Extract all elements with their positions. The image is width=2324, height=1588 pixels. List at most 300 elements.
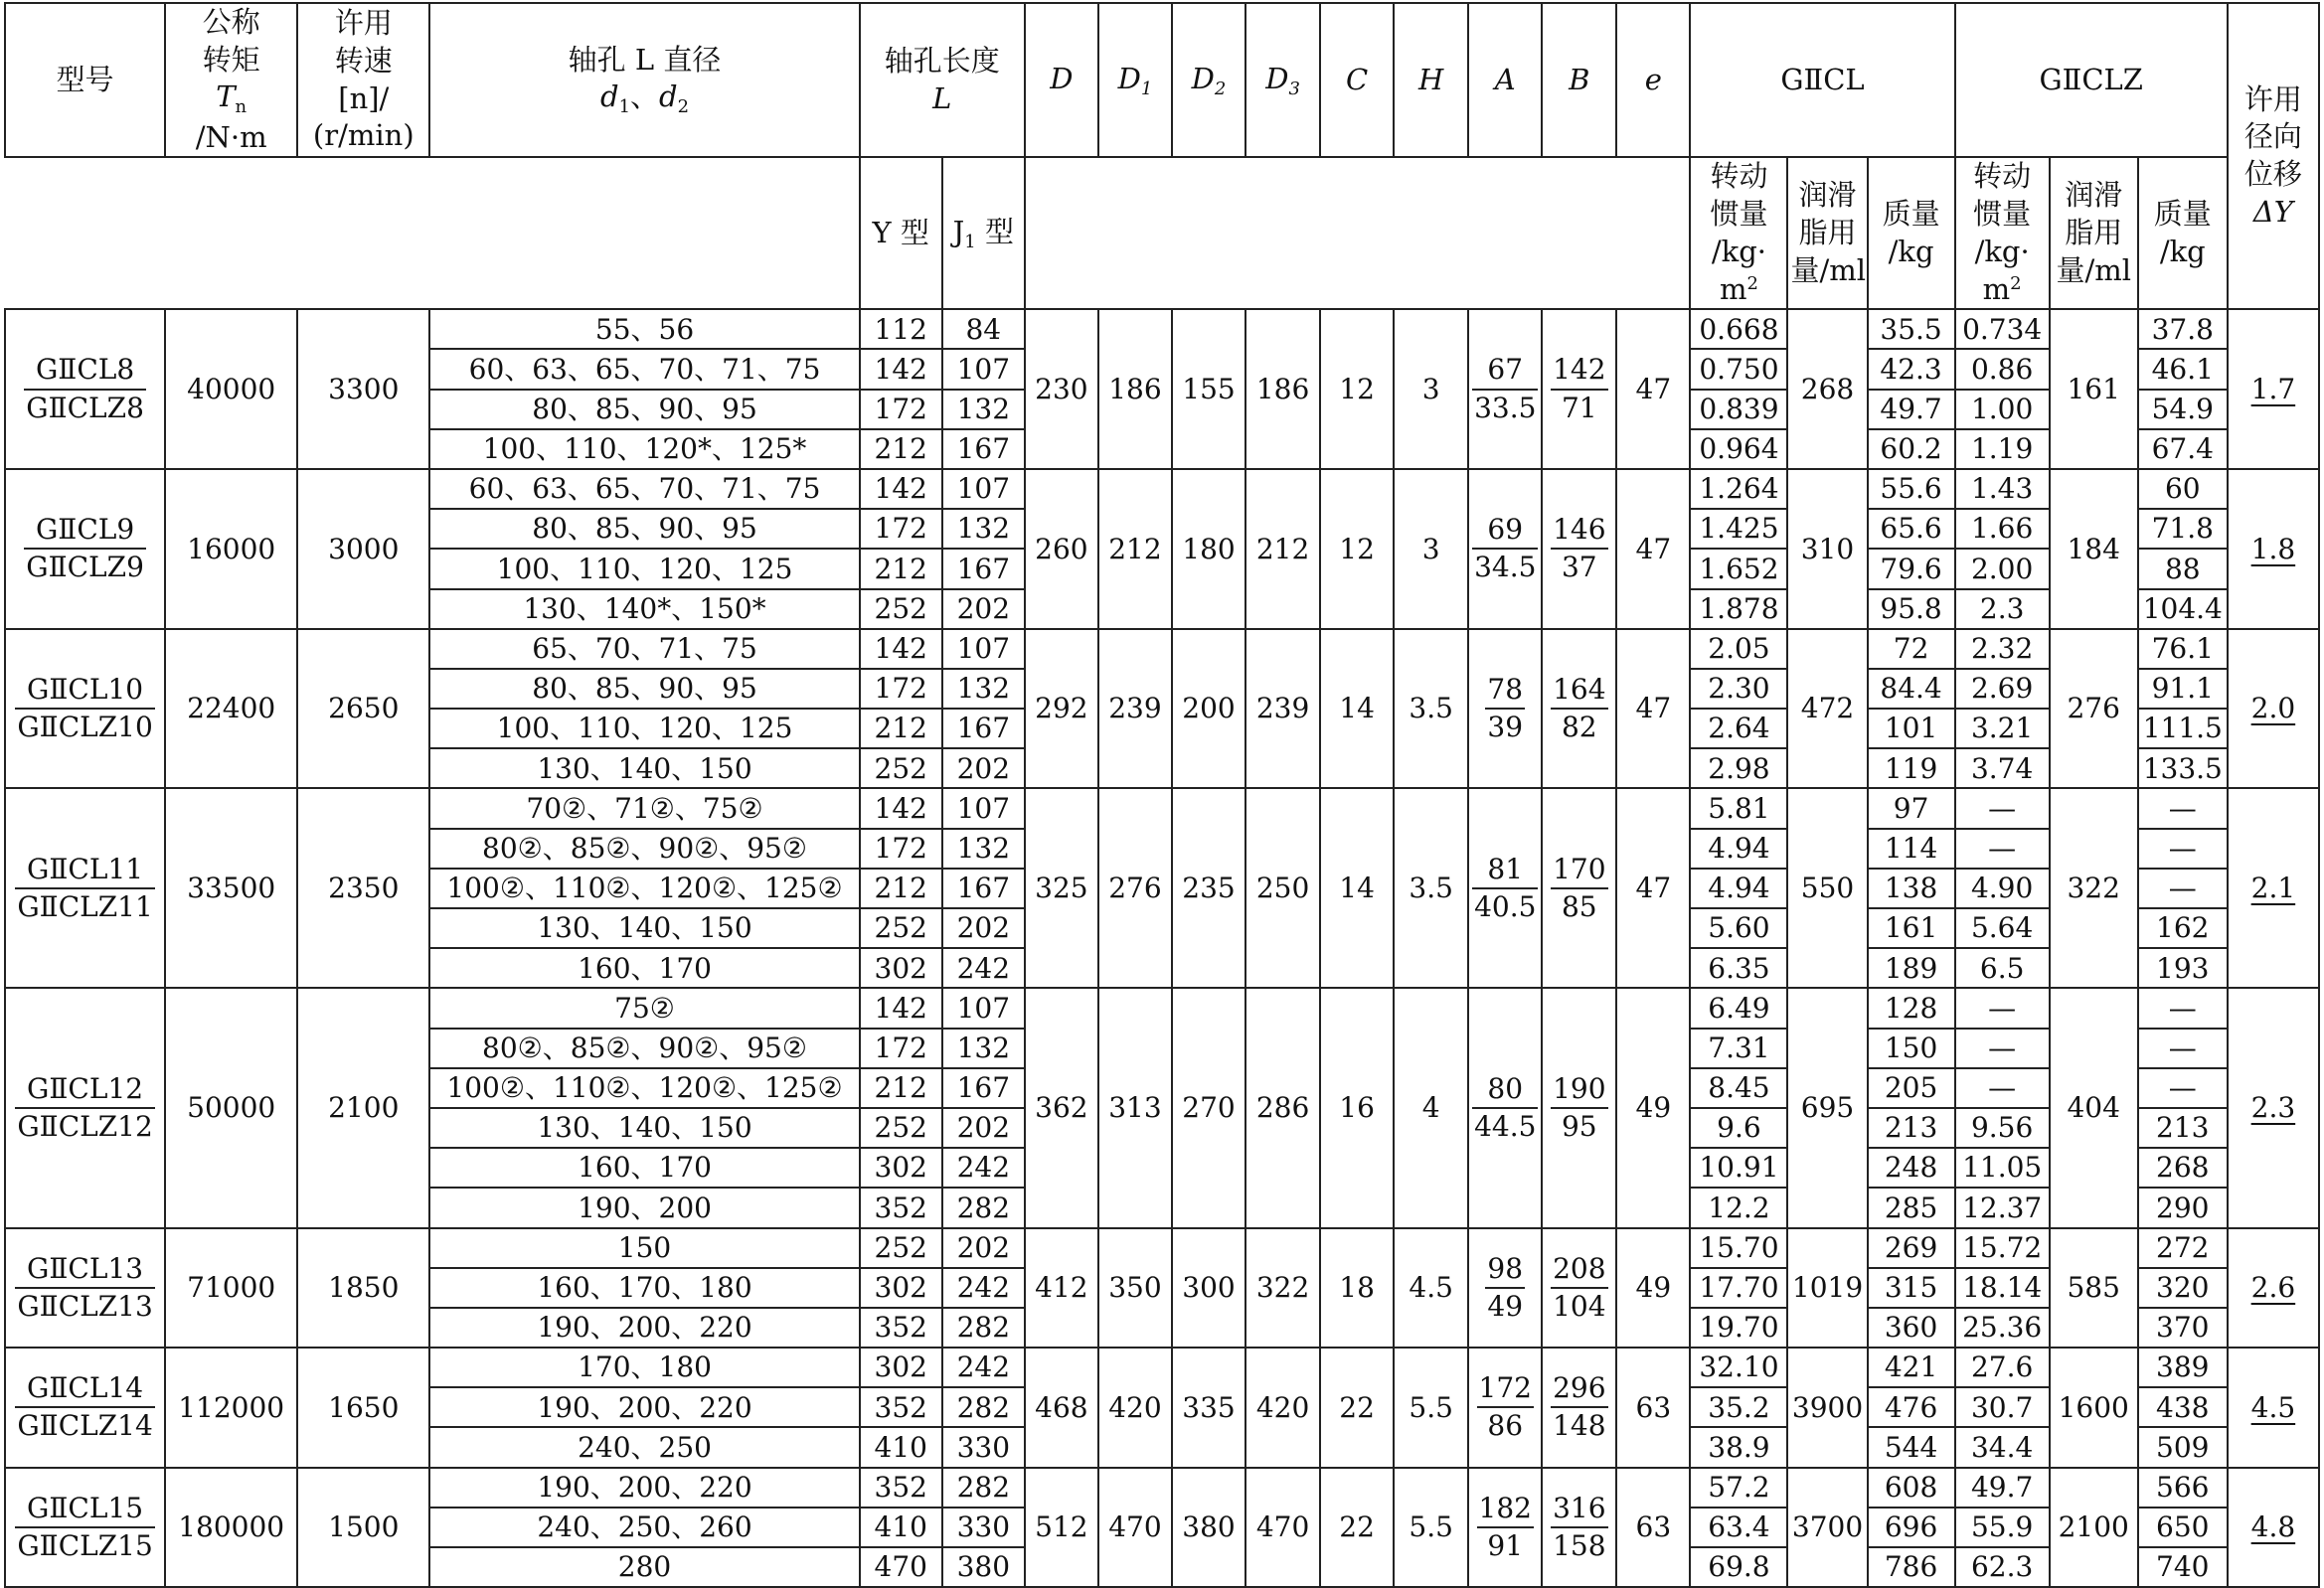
clz-mass-cell: — bbox=[2138, 829, 2228, 869]
dim-cell-A-fraction bbox=[1477, 1493, 1534, 1562]
clz-mass-cell: 650 bbox=[2138, 1508, 2228, 1547]
j1-length-cell: 167 bbox=[942, 549, 1025, 588]
cl-inertia-header: 转动 惯量 /kg· $m^2$ bbox=[1690, 157, 1787, 309]
table-body bbox=[5, 309, 2319, 1587]
cl-mass-cell: 84.4 bbox=[1868, 669, 1955, 709]
cl-mass-cell: 421 bbox=[1868, 1348, 1955, 1387]
clz-inertia-cell: 11.05 bbox=[1955, 1148, 2050, 1188]
bore-diameter-cell: 55、56 bbox=[429, 309, 859, 349]
dim-cell-H: 5.5 bbox=[1394, 1348, 1468, 1468]
clz-mass-cell: 438 bbox=[2138, 1387, 2228, 1427]
dim-cell-B-fraction bbox=[1551, 674, 1607, 743]
cl-inertia-cell: 4.94 bbox=[1690, 869, 1787, 908]
bore-diameter-cell: 75② bbox=[429, 988, 859, 1028]
dim-cell-A-numerator: 69 bbox=[1472, 514, 1538, 550]
dim-cell-D1: 276 bbox=[1098, 788, 1172, 988]
dim-header-D2: $D_2$ bbox=[1172, 3, 1245, 157]
dim-cell-B-numerator: 316 bbox=[1551, 1493, 1607, 1528]
dim-cell-B-numerator: 170 bbox=[1551, 854, 1607, 889]
model-fraction bbox=[15, 854, 155, 923]
cl-mass-cell: 35.5 bbox=[1868, 309, 1955, 349]
cl-inertia-cell: 1.652 bbox=[1690, 549, 1787, 588]
clz-inertia-cell: 49.7 bbox=[1955, 1468, 2050, 1508]
model-cl-label: GⅡCL12 bbox=[15, 1073, 155, 1109]
dim-cell-B-denominator: 158 bbox=[1553, 1528, 1606, 1562]
dim-cell-A-fraction bbox=[1472, 354, 1538, 423]
speed-cell: 1850 bbox=[297, 1228, 429, 1349]
bore-diameter-cell: 170、180 bbox=[429, 1348, 859, 1387]
model-clz-label: GⅡCLZ9 bbox=[26, 551, 144, 584]
y-length-cell: 352 bbox=[860, 1387, 942, 1427]
clz-inertia-header: 转动 惯量 /kg· $m^2$ bbox=[1955, 157, 2050, 309]
j1-length-cell: 242 bbox=[942, 1268, 1025, 1308]
cl-mass-cell: 55.6 bbox=[1868, 469, 1955, 509]
dim-cell-A bbox=[1468, 629, 1542, 789]
y-type-header: Y 型 bbox=[860, 157, 942, 309]
y-length-cell: 142 bbox=[860, 469, 942, 509]
clz-grease-header: 润滑 脂用 量/ml bbox=[2050, 157, 2138, 309]
bore-diameter-cell: 80、85、90、95 bbox=[429, 509, 859, 549]
cl-inertia-cell: 1.878 bbox=[1690, 589, 1787, 629]
dim-cell-e: 47 bbox=[1616, 309, 1690, 469]
dim-cell-D1: 313 bbox=[1098, 988, 1172, 1227]
model-fraction bbox=[15, 1253, 155, 1323]
dim-cell-B bbox=[1542, 988, 1616, 1227]
torque-cell: 16000 bbox=[165, 469, 297, 629]
dim-cell-C: 12 bbox=[1320, 469, 1394, 629]
clz-grease-cell: 2100 bbox=[2050, 1468, 2138, 1588]
bore-diameter-cell: 240、250、260 bbox=[429, 1508, 859, 1547]
dim-cell-A-denominator: 39 bbox=[1487, 711, 1524, 744]
radial-offset-value: 4.5 bbox=[2250, 1390, 2296, 1424]
clz-inertia-cell: 9.56 bbox=[1955, 1108, 2050, 1148]
dim-cell-C: 12 bbox=[1320, 309, 1394, 469]
cl-inertia-cell: 7.31 bbox=[1690, 1029, 1787, 1068]
torque-cell: 50000 bbox=[165, 988, 297, 1227]
dim-cell-D1: 212 bbox=[1098, 469, 1172, 629]
clz-mass-cell: 37.8 bbox=[2138, 309, 2228, 349]
dim-header-A: A bbox=[1468, 3, 1542, 157]
bore-diameter-cell: 130、140、150 bbox=[429, 1108, 859, 1148]
clz-mass-cell: 320 bbox=[2138, 1268, 2228, 1308]
cl-mass-cell: 269 bbox=[1868, 1228, 1955, 1268]
cl-mass-cell: 128 bbox=[1868, 988, 1955, 1028]
clz-mass-cell: 566 bbox=[2138, 1468, 2228, 1508]
bore-diameter-cell: 130、140*、150* bbox=[429, 589, 859, 629]
dim-cell-D: 325 bbox=[1025, 788, 1098, 988]
cl-mass-cell: 248 bbox=[1868, 1148, 1955, 1188]
dim-cell-H: 4 bbox=[1394, 988, 1468, 1227]
model-cell bbox=[5, 469, 165, 629]
j1-length-cell: 107 bbox=[942, 988, 1025, 1028]
j1-length-cell: 167 bbox=[942, 429, 1025, 469]
torque-cell: 40000 bbox=[165, 309, 297, 469]
dim-cell-D3: 239 bbox=[1245, 629, 1320, 789]
speed-cell: 2650 bbox=[297, 629, 429, 789]
dim-cell-H: 3 bbox=[1394, 469, 1468, 629]
model-cell bbox=[5, 1348, 165, 1468]
torque-cell: 180000 bbox=[165, 1468, 297, 1588]
clz-inertia-cell: 3.74 bbox=[1955, 748, 2050, 788]
y-length-cell: 252 bbox=[860, 589, 942, 629]
dim-cell-B-denominator: 37 bbox=[1561, 551, 1597, 584]
cl-mass-cell: 205 bbox=[1868, 1068, 1955, 1108]
dim-cell-B bbox=[1542, 469, 1616, 629]
cl-inertia-cell: 15.70 bbox=[1690, 1228, 1787, 1268]
cl-inertia-cell: 1.264 bbox=[1690, 469, 1787, 509]
model-fraction bbox=[24, 354, 146, 423]
y-length-cell: 172 bbox=[860, 509, 942, 549]
dim-cell-B-fraction bbox=[1551, 1073, 1607, 1143]
dim-cell-C: 14 bbox=[1320, 788, 1394, 988]
dim-cell-A bbox=[1468, 1468, 1542, 1588]
speed-header: 许用 转速 [n]/ (r/min) bbox=[297, 3, 429, 157]
dim-cell-B-fraction bbox=[1551, 514, 1607, 583]
dim-cell-B-denominator: 71 bbox=[1561, 391, 1597, 424]
bore-diameter-cell: 70②、71②、75② bbox=[429, 788, 859, 828]
dim-cell-D1: 350 bbox=[1098, 1228, 1172, 1349]
clz-grease-cell: 322 bbox=[2050, 788, 2138, 988]
y-length-cell: 142 bbox=[860, 629, 942, 669]
clz-inertia-cell: 1.00 bbox=[1955, 390, 2050, 429]
dim-cell-D2: 180 bbox=[1172, 469, 1245, 629]
dim-cell-B-numerator: 208 bbox=[1551, 1253, 1607, 1289]
clz-inertia-cell: — bbox=[1955, 988, 2050, 1028]
radial-offset-cell bbox=[2228, 629, 2319, 789]
j1-type-header: $J_1$ 型 bbox=[942, 157, 1025, 309]
bore-diameter-cell: 130、140、150 bbox=[429, 908, 859, 948]
y-length-cell: 302 bbox=[860, 1148, 942, 1188]
bore-diameter-cell: 150 bbox=[429, 1228, 859, 1268]
cl-mass-cell: 60.2 bbox=[1868, 429, 1955, 469]
clz-inertia-cell: 30.7 bbox=[1955, 1387, 2050, 1427]
bore-diameter-cell: 65、70、71、75 bbox=[429, 629, 859, 669]
j1-length-cell: 202 bbox=[942, 1108, 1025, 1148]
speed-cell: 3000 bbox=[297, 469, 429, 629]
dim-cell-B-fraction bbox=[1551, 354, 1607, 423]
dim-cell-A bbox=[1468, 988, 1542, 1227]
clz-mass-header: 质量 /kg bbox=[2138, 157, 2228, 309]
dim-cell-A-numerator: 78 bbox=[1485, 674, 1525, 710]
clz-mass-cell: 111.5 bbox=[2138, 709, 2228, 748]
cl-mass-cell: 119 bbox=[1868, 748, 1955, 788]
j1-length-cell: 132 bbox=[942, 390, 1025, 429]
clz-mass-cell: — bbox=[2138, 869, 2228, 908]
dim-cell-D: 292 bbox=[1025, 629, 1098, 789]
clz-grease-cell: 404 bbox=[2050, 988, 2138, 1227]
cl-inertia-cell: 2.98 bbox=[1690, 748, 1787, 788]
clz-mass-cell: 104.4 bbox=[2138, 589, 2228, 629]
cl-inertia-cell: 6.35 bbox=[1690, 948, 1787, 988]
clz-inertia-cell: 1.66 bbox=[1955, 509, 2050, 549]
clz-inertia-cell: 1.19 bbox=[1955, 429, 2050, 469]
cl-mass-cell: 315 bbox=[1868, 1268, 1955, 1308]
dim-cell-D: 512 bbox=[1025, 1468, 1098, 1588]
model-clz-label: GⅡCLZ15 bbox=[17, 1528, 153, 1562]
clz-grease-cell: 161 bbox=[2050, 309, 2138, 469]
clz-grease-cell: 1600 bbox=[2050, 1348, 2138, 1468]
dim-header-D3: $D_3$ bbox=[1245, 3, 1320, 157]
cl-inertia-cell: 0.964 bbox=[1690, 429, 1787, 469]
y-length-cell: 212 bbox=[860, 869, 942, 908]
dim-cell-C: 18 bbox=[1320, 1228, 1394, 1349]
cl-inertia-cell: 2.30 bbox=[1690, 669, 1787, 709]
dim-header-H: H bbox=[1394, 3, 1468, 157]
dim-cell-A-denominator: 44.5 bbox=[1474, 1109, 1537, 1143]
table-row bbox=[5, 629, 2319, 669]
j1-length-cell: 107 bbox=[942, 788, 1025, 828]
dim-cell-D: 412 bbox=[1025, 1228, 1098, 1349]
table-row bbox=[5, 469, 2319, 509]
radial-offset-cell bbox=[2228, 1348, 2319, 1468]
table-row bbox=[5, 309, 2319, 349]
radial-offset-cell bbox=[2228, 988, 2319, 1227]
j1-length-cell: 84 bbox=[942, 309, 1025, 349]
cl-inertia-cell: 0.750 bbox=[1690, 349, 1787, 389]
model-cl-label: GⅡCL9 bbox=[24, 514, 146, 550]
cl-mass-cell: 189 bbox=[1868, 948, 1955, 988]
dim-cell-D3: 186 bbox=[1245, 309, 1320, 469]
model-cl-label: GⅡCL15 bbox=[15, 1493, 155, 1528]
cl-group-header: GⅡCL bbox=[1690, 3, 1954, 157]
dim-cell-C: 22 bbox=[1320, 1468, 1394, 1588]
cl-mass-header: 质量 /kg bbox=[1868, 157, 1955, 309]
clz-inertia-cell: 0.86 bbox=[1955, 349, 2050, 389]
clz-inertia-cell: — bbox=[1955, 1068, 2050, 1108]
radial-offset-value: 2.6 bbox=[2250, 1271, 2296, 1304]
dim-cell-A-denominator: 49 bbox=[1487, 1289, 1524, 1323]
clz-mass-cell: 71.8 bbox=[2138, 509, 2228, 549]
dim-cell-e: 47 bbox=[1616, 629, 1690, 789]
j1-length-cell: 167 bbox=[942, 709, 1025, 748]
bore-diameter-cell: 80②、85②、90②、95② bbox=[429, 1029, 859, 1068]
clz-inertia-cell: 2.69 bbox=[1955, 669, 2050, 709]
dim-cell-D: 362 bbox=[1025, 988, 1098, 1227]
cl-inertia-cell: 19.70 bbox=[1690, 1308, 1787, 1348]
y-length-cell: 212 bbox=[860, 1068, 942, 1108]
model-fraction bbox=[15, 1372, 155, 1442]
radial-offset-cell bbox=[2228, 469, 2319, 629]
cl-inertia-cell: 35.2 bbox=[1690, 1387, 1787, 1427]
cl-inertia-cell: 0.668 bbox=[1690, 309, 1787, 349]
bore-diameter-cell: 80②、85②、90②、95② bbox=[429, 829, 859, 869]
dim-cell-A-denominator: 40.5 bbox=[1474, 889, 1537, 923]
j1-length-cell: 380 bbox=[942, 1547, 1025, 1587]
clz-grease-cell: 184 bbox=[2050, 469, 2138, 629]
cl-inertia-cell: 2.64 bbox=[1690, 709, 1787, 748]
y-length-cell: 352 bbox=[860, 1308, 942, 1348]
dim-cell-B-denominator: 104 bbox=[1553, 1289, 1606, 1323]
clz-mass-cell: 740 bbox=[2138, 1547, 2228, 1587]
bore-diameter-cell: 190、200、220 bbox=[429, 1468, 859, 1508]
table-row bbox=[5, 788, 2319, 828]
dim-cell-e: 63 bbox=[1616, 1348, 1690, 1468]
j1-length-cell: 132 bbox=[942, 1029, 1025, 1068]
j1-length-cell: 242 bbox=[942, 1348, 1025, 1387]
clz-mass-cell: 213 bbox=[2138, 1108, 2228, 1148]
cl-inertia-cell: 5.81 bbox=[1690, 788, 1787, 828]
dim-cell-B bbox=[1542, 788, 1616, 988]
dim-cell-B-fraction bbox=[1551, 1253, 1607, 1323]
dim-cell-B-denominator: 85 bbox=[1561, 889, 1597, 923]
bore-diameter-cell: 60、63、65、70、71、75 bbox=[429, 469, 859, 509]
radial-offset-value: 4.8 bbox=[2250, 1510, 2296, 1544]
j1-length-cell: 282 bbox=[942, 1387, 1025, 1427]
bore-diameter-cell: 190、200 bbox=[429, 1188, 859, 1227]
clz-inertia-cell: — bbox=[1955, 1029, 2050, 1068]
cl-mass-cell: 114 bbox=[1868, 829, 1955, 869]
cl-inertia-cell: 4.94 bbox=[1690, 829, 1787, 869]
cl-mass-cell: 97 bbox=[1868, 788, 1955, 828]
dim-cell-e: 49 bbox=[1616, 1228, 1690, 1349]
dim-header-e: e bbox=[1616, 3, 1690, 157]
clz-mass-cell: 67.4 bbox=[2138, 429, 2228, 469]
dim-cell-D: 260 bbox=[1025, 469, 1098, 629]
clz-inertia-cell: 25.36 bbox=[1955, 1308, 2050, 1348]
y-length-cell: 302 bbox=[860, 1268, 942, 1308]
dim-cell-D1: 420 bbox=[1098, 1348, 1172, 1468]
cl-mass-cell: 150 bbox=[1868, 1029, 1955, 1068]
dim-cell-B bbox=[1542, 309, 1616, 469]
j1-length-cell: 242 bbox=[942, 1148, 1025, 1188]
cl-mass-cell: 95.8 bbox=[1868, 589, 1955, 629]
clz-inertia-cell: 55.9 bbox=[1955, 1508, 2050, 1547]
dim-cell-A-denominator: 91 bbox=[1487, 1528, 1524, 1562]
clz-mass-cell: — bbox=[2138, 988, 2228, 1028]
dim-cell-B-denominator: 95 bbox=[1561, 1109, 1597, 1143]
clz-inertia-cell: — bbox=[1955, 829, 2050, 869]
cl-inertia-cell: 6.49 bbox=[1690, 988, 1787, 1028]
clz-grease-cell: 585 bbox=[2050, 1228, 2138, 1349]
y-length-cell: 112 bbox=[860, 309, 942, 349]
j1-length-cell: 330 bbox=[942, 1508, 1025, 1547]
dim-cell-A bbox=[1468, 469, 1542, 629]
cl-mass-cell: 49.7 bbox=[1868, 390, 1955, 429]
y-length-cell: 142 bbox=[860, 788, 942, 828]
cl-mass-cell: 101 bbox=[1868, 709, 1955, 748]
dim-cell-A-fraction bbox=[1485, 674, 1525, 743]
dim-cell-D2: 200 bbox=[1172, 629, 1245, 789]
j1-length-cell: 107 bbox=[942, 469, 1025, 509]
dim-header-B: B bbox=[1542, 3, 1616, 157]
cl-mass-cell: 42.3 bbox=[1868, 349, 1955, 389]
dim-cell-D3: 212 bbox=[1245, 469, 1320, 629]
cl-grease-cell: 268 bbox=[1787, 309, 1867, 469]
bore-diameter-cell: 80、85、90、95 bbox=[429, 390, 859, 429]
radial-offset-value: 1.7 bbox=[2250, 372, 2296, 405]
model-clz-label: GⅡCLZ8 bbox=[26, 391, 144, 424]
dim-cell-D: 230 bbox=[1025, 309, 1098, 469]
clz-mass-cell: 193 bbox=[2138, 948, 2228, 988]
clz-mass-cell: 290 bbox=[2138, 1188, 2228, 1227]
model-clz-label: GⅡCLZ12 bbox=[17, 1109, 153, 1143]
clz-inertia-cell: 2.3 bbox=[1955, 589, 2050, 629]
clz-mass-cell: — bbox=[2138, 788, 2228, 828]
cl-inertia-cell: 12.2 bbox=[1690, 1188, 1787, 1227]
bore-diameter-cell: 100、110、120、125 bbox=[429, 549, 859, 588]
clz-inertia-cell: 0.734 bbox=[1955, 309, 2050, 349]
speed-cell: 3300 bbox=[297, 309, 429, 469]
clz-inertia-cell: 15.72 bbox=[1955, 1228, 2050, 1268]
bore-diameter-cell: 80、85、90、95 bbox=[429, 669, 859, 709]
dim-cell-D3: 250 bbox=[1245, 788, 1320, 988]
y-length-cell: 212 bbox=[860, 549, 942, 588]
dim-cell-H: 3.5 bbox=[1394, 629, 1468, 789]
y-length-cell: 172 bbox=[860, 669, 942, 709]
cl-inertia-cell: 17.70 bbox=[1690, 1268, 1787, 1308]
dim-cell-C: 22 bbox=[1320, 1348, 1394, 1468]
model-clz-label: GⅡCLZ14 bbox=[17, 1409, 153, 1443]
clz-inertia-cell: 5.64 bbox=[1955, 908, 2050, 948]
bore-diameter-cell: 240、250 bbox=[429, 1427, 859, 1467]
clz-inertia-cell: 4.90 bbox=[1955, 869, 2050, 908]
dim-cell-A-denominator: 34.5 bbox=[1474, 551, 1537, 584]
dim-cell-e: 47 bbox=[1616, 469, 1690, 629]
torque-cell: 33500 bbox=[165, 788, 297, 988]
j1-length-cell: 282 bbox=[942, 1188, 1025, 1227]
model-cl-label: GⅡCL13 bbox=[15, 1253, 155, 1289]
y-length-cell: 172 bbox=[860, 829, 942, 869]
dim-cell-B-numerator: 146 bbox=[1551, 514, 1607, 550]
j1-length-cell: 202 bbox=[942, 589, 1025, 629]
bore-diameter-cell: 60、63、65、70、71、75 bbox=[429, 349, 859, 389]
dim-cell-H: 5.5 bbox=[1394, 1468, 1468, 1588]
dim-cell-H: 3 bbox=[1394, 309, 1468, 469]
dim-cell-A-fraction bbox=[1472, 854, 1538, 923]
j1-length-cell: 167 bbox=[942, 1068, 1025, 1108]
dim-cell-D2: 155 bbox=[1172, 309, 1245, 469]
clz-mass-cell: 272 bbox=[2138, 1228, 2228, 1268]
clz-mass-cell: 162 bbox=[2138, 908, 2228, 948]
j1-length-cell: 202 bbox=[942, 748, 1025, 788]
j1-length-cell: 202 bbox=[942, 1228, 1025, 1268]
y-length-cell: 172 bbox=[860, 1029, 942, 1068]
cl-inertia-cell: 32.10 bbox=[1690, 1348, 1787, 1387]
y-length-cell: 252 bbox=[860, 1108, 942, 1148]
cl-inertia-cell: 38.9 bbox=[1690, 1427, 1787, 1467]
cl-mass-cell: 72 bbox=[1868, 629, 1955, 669]
dim-cell-A bbox=[1468, 309, 1542, 469]
clz-mass-cell: 268 bbox=[2138, 1148, 2228, 1188]
dim-cell-A-fraction bbox=[1472, 514, 1538, 583]
cl-grease-cell: 3900 bbox=[1787, 1348, 1867, 1468]
dim-cell-A-fraction bbox=[1472, 1073, 1538, 1143]
cl-grease-cell: 472 bbox=[1787, 629, 1867, 789]
clz-mass-cell: 370 bbox=[2138, 1308, 2228, 1348]
coupling-spec-table bbox=[4, 2, 2320, 1588]
cl-inertia-cell: 1.425 bbox=[1690, 509, 1787, 549]
dim-cell-A-numerator: 67 bbox=[1472, 354, 1538, 390]
dim-cell-B bbox=[1542, 1468, 1616, 1588]
model-cell bbox=[5, 988, 165, 1227]
j1-length-cell: 330 bbox=[942, 1427, 1025, 1467]
y-length-cell: 252 bbox=[860, 908, 942, 948]
cl-grease-cell: 3700 bbox=[1787, 1468, 1867, 1588]
dim-cell-A-numerator: 80 bbox=[1472, 1073, 1538, 1109]
table-row bbox=[5, 1468, 2319, 1508]
dim-cell-C: 14 bbox=[1320, 629, 1394, 789]
clz-mass-cell: 88 bbox=[2138, 549, 2228, 588]
cl-inertia-cell: 69.8 bbox=[1690, 1547, 1787, 1587]
y-length-cell: 212 bbox=[860, 429, 942, 469]
dim-cell-H: 3.5 bbox=[1394, 788, 1468, 988]
j1-length-cell: 242 bbox=[942, 948, 1025, 988]
dim-cell-H: 4.5 bbox=[1394, 1228, 1468, 1349]
dim-cell-A bbox=[1468, 1228, 1542, 1349]
table-row bbox=[5, 988, 2319, 1028]
speed-cell: 2350 bbox=[297, 788, 429, 988]
y-length-cell: 252 bbox=[860, 1228, 942, 1268]
